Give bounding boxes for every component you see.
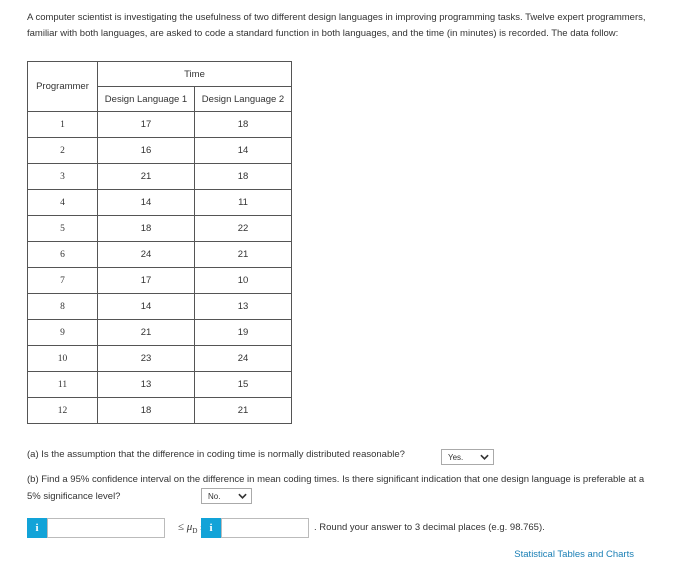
- table-row: [28, 294, 292, 320]
- chevron-down-icon: [480, 454, 489, 460]
- info-icon[interactable]: i: [201, 518, 221, 538]
- cell-programmer: 7: [28, 268, 98, 294]
- table-row: [28, 268, 292, 294]
- question-b-dropdown[interactable]: [201, 488, 252, 504]
- cell-lang2: 24: [195, 346, 292, 372]
- cell-programmer: 12: [28, 398, 98, 424]
- cell-lang1: 13: [98, 372, 195, 398]
- cell-lang1: 14: [98, 294, 195, 320]
- header-lang1: Design Language 1: [98, 87, 195, 112]
- leq-symbol: ≤: [178, 521, 185, 533]
- question-b-selected: No.: [208, 491, 221, 501]
- table-row: [28, 242, 292, 268]
- cell-lang2: 11: [195, 190, 292, 216]
- cell-programmer: 1: [28, 112, 98, 138]
- cell-lang1: 24: [98, 242, 195, 268]
- table-row: [28, 112, 292, 138]
- cell-lang1: 16: [98, 138, 195, 164]
- table-row: [28, 190, 292, 216]
- cell-lang2: 22: [195, 216, 292, 242]
- cell-programmer: 6: [28, 242, 98, 268]
- cell-lang1: 21: [98, 320, 195, 346]
- cell-programmer: 10: [28, 346, 98, 372]
- cell-lang1: 18: [98, 398, 195, 424]
- cell-lang1: 14: [98, 190, 195, 216]
- cell-lang1: 17: [98, 268, 195, 294]
- cell-programmer: 3: [28, 164, 98, 190]
- cell-programmer: 5: [28, 216, 98, 242]
- table-row: [28, 138, 292, 164]
- rounding-note: . Round your answer to 3 decimal places (e.g. 98.765).: [314, 522, 545, 533]
- cell-lang1: 23: [98, 346, 195, 372]
- table-row: [28, 372, 292, 398]
- cell-programmer: 4: [28, 190, 98, 216]
- header-time: Time: [98, 62, 292, 87]
- table-row: [28, 216, 292, 242]
- header-lang2: Design Language 2: [195, 87, 292, 112]
- question-a-dropdown[interactable]: [441, 449, 494, 465]
- cell-lang2: 18: [195, 112, 292, 138]
- cell-programmer: 9: [28, 320, 98, 346]
- confidence-interval-row: [27, 518, 657, 540]
- cell-lang2: 18: [195, 164, 292, 190]
- cell-lang2: 10: [195, 268, 292, 294]
- mu-subscript: D: [192, 527, 198, 536]
- question-b: (b) Find a 95% confidence interval on the difference in mean coding times. Is there significant indication that one design language is preferable at a 5% significance level?: [27, 474, 645, 502]
- data-table: [27, 61, 292, 424]
- info-icon[interactable]: i: [27, 518, 47, 538]
- ci-lower-input[interactable]: [47, 518, 165, 538]
- problem-statement: A computer scientist is investigating the usefulness of two different design languages in improving programming tasks. Twelve expert programmers, familiar with both languages, are asked to code a standard function in both languages, and the time (in minutes) is recorded. The data follow:: [27, 12, 646, 39]
- cell-programmer: 8: [28, 294, 98, 320]
- cell-lang2: 21: [195, 242, 292, 268]
- cell-lang2: 13: [195, 294, 292, 320]
- header-programmer: Programmer: [28, 62, 98, 112]
- cell-lang1: 21: [98, 164, 195, 190]
- table-row: [28, 320, 292, 346]
- table-row: [28, 398, 292, 424]
- cell-lang2: 15: [195, 372, 292, 398]
- cell-programmer: 2: [28, 138, 98, 164]
- question-a-selected: Yes.: [448, 452, 464, 462]
- table-row: [28, 164, 292, 190]
- mu-symbol: μ: [186, 521, 193, 533]
- question-a: (a) Is the assumption that the difference in coding time is normally distributed reasonable?: [27, 449, 405, 460]
- cell-lang1: 17: [98, 112, 195, 138]
- cell-lang2: 14: [195, 138, 292, 164]
- chevron-down-icon: [238, 493, 247, 499]
- cell-lang2: 21: [195, 398, 292, 424]
- cell-programmer: 11: [28, 372, 98, 398]
- cell-lang1: 18: [98, 216, 195, 242]
- statistical-tables-link[interactable]: Statistical Tables and Charts: [514, 549, 634, 560]
- table-row: [28, 346, 292, 372]
- cell-lang2: 19: [195, 320, 292, 346]
- ci-upper-input[interactable]: [221, 518, 309, 538]
